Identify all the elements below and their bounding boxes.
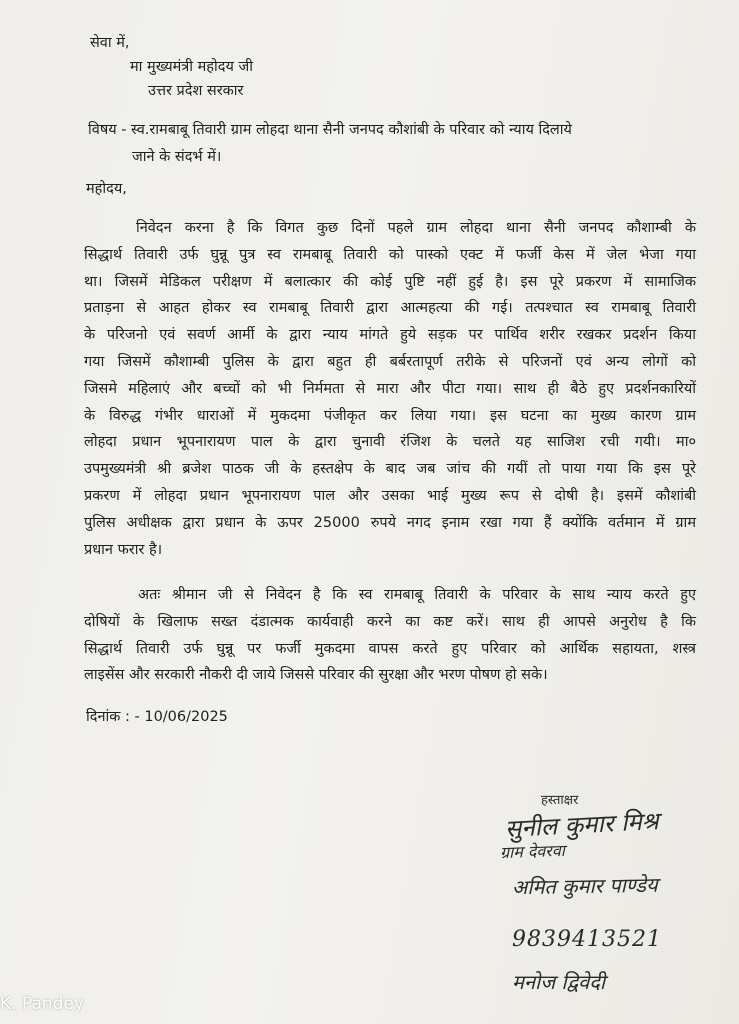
paragraph-line: सिद्धार्थ तिवारी उर्फ घुन्नू पर फर्जी मुकदमा वापस करते हुए परिवार को आर्थिक सहायता, शस्त्र: [84, 640, 696, 657]
paragraph-line: पुलिस अधीक्षक द्वारा प्रधान के ऊपर 25000 रुपये नगद इनाम रखा गया हैं क्योंकि वर्तमान में ग्राम: [84, 514, 696, 531]
body-paragraph-1: [84, 215, 696, 563]
paragraph-line: जिसमे महिलाएं और बच्चों को भी निर्ममता से मारा और पीटा गया। साथ ही बैठे हुए प्रदर्शनकारियों: [84, 380, 696, 397]
signature-line-2: ग्राम देवरवा: [499, 840, 566, 863]
signature-label: हस्ताक्षर: [541, 793, 579, 808]
watermark: K. Pandey: [0, 994, 84, 1014]
signature-line-1: सुनील कुमार मिश्र: [504, 806, 660, 844]
signature-line-3: अमित कुमार पाण्डेय: [511, 872, 658, 900]
paragraph-line: था। जिसमें मेडिकल परीक्षण में बलात्कार की कोई पुष्टि नहीं हुई है। इस पूरे प्रकरण में सामाजिक: [84, 273, 697, 290]
greeting: महोदय,: [86, 181, 127, 197]
salutation: सेवा में,: [90, 35, 130, 51]
recipient-line-1: मा मुख्यमंत्री महोदय जी: [130, 59, 253, 75]
paragraph-line: के परिजनो एवं सवर्ण आर्मी के द्वारा न्याय मांगते हुये सड़क पर पार्थिव शरीर रखकर प्रदर्शन किया: [84, 327, 696, 344]
recipient-line-2: उत्तर प्रदेश सरकार: [148, 83, 244, 99]
paragraph-line: लोहदा प्रधान भूपनारायण पाल के द्वारा चुनावी रंजिश के चलते यह साजिश रची गयी। मा०: [84, 434, 696, 451]
paragraph-line: के विरुद्ध गंभीर धाराओं में मुकदमा पंजीकृत कर लिया गया। इस घटना का मुख्य कारण ग्राम: [84, 407, 696, 424]
paragraph-line: सिद्धार्थ तिवारी उर्फ घुन्नू पुत्र स्व रामबाबू तिवारी को पास्को एक्ट में फर्जी केस में जेल भेजा गया: [84, 246, 696, 263]
paragraph-line: निवेदन करना है कि विगत कुछ दिनों पहले ग्राम लोहदा थाना सैनी जनपद कौशाम्बी के: [136, 220, 696, 236]
paragraph-line: प्रकरण में लोहदा प्रधान भूपनारायण पाल और उसका भाई मुख्य रूप से दोषी है। इसमें कौशांबी: [84, 487, 696, 504]
paragraph-line: प्रताड़ना से आहत होकर स्व रामबाबू तिवारी द्वारा आत्महत्या की गई। तत्पश्चात स्व रामबाबू तिवारी: [84, 300, 696, 317]
subject: [88, 117, 698, 171]
paragraph-line: प्रधान फरार है।: [84, 541, 163, 558]
paragraph-line: उपमुख्यमंत्री श्री ब्रजेश पाठक जी के हस्तक्षेप के बाद जब जांच की गयीं तो पाया गया कि इस पूरे: [84, 461, 696, 478]
subject-line-1: विषय - स्व.रामबाबू तिवारी ग्राम लोहदा थाना सैनी जनपद कौशांबी के परिवार को न्याय दिलाये: [88, 122, 572, 138]
paragraph-line: गया जिसमें कौशाम्बी पुलिस के द्वारा बहुत ही बर्बरतापूर्ण तरीके से परिजनों एवं अन्य लोगों को: [84, 353, 696, 370]
paragraph-line: लाइसेंस और सरकारी नौकरी दी जाये जिससे परिवार की सुरक्षा और भरण पोषण हो सके।: [84, 667, 548, 684]
letter-date: दिनांक : - 10/06/2025: [86, 709, 228, 725]
paragraph-line: दोषियों के खिलाफ सख्त दंडात्मक कार्यवाही करने का कष्ट करें। साथ ही आपसे अनुरोध है कि: [84, 613, 696, 630]
signature-phone: 9839413521: [512, 927, 662, 952]
signature-line-5: मनोज द्विवेदी: [512, 970, 606, 994]
body-paragraph-2: [84, 582, 696, 689]
subject-line-2: जाने के संदर्भ में।: [132, 149, 222, 165]
paragraph-line: अतः श्रीमान जी से निवेदन है कि स्व रामबाबू तिवारी के परिवार के साथ न्याय करते हुए: [138, 587, 696, 603]
